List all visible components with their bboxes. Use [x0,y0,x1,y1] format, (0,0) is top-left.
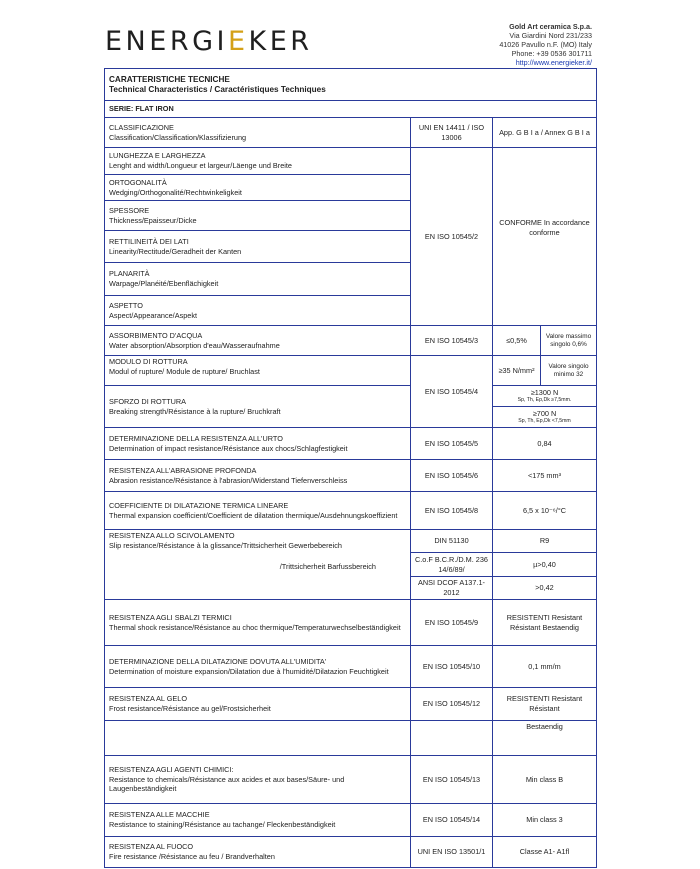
property-tr: Lenght and width/Longueur et largeur/Läenge und Breite [109,161,292,170]
norm-cell: EN ISO 10545/2 [411,148,493,326]
norm-cell: EN ISO 10545/12 [411,688,493,721]
norm-cell: UNI EN ISO 13501/1 [411,837,493,868]
property-tr: Water absorption/Absorption d'eau/Wasseraufnahme [109,340,280,350]
company-url[interactable]: http://www.energieker.it/ [515,58,592,67]
table-row [105,386,597,407]
property-it: RESISTENZA AL GELO [109,694,187,704]
value-cell: >0,42 [493,577,597,600]
property-cell [105,600,411,646]
company-address: Via Giardini Nord 231/233 [509,31,592,40]
company-phone: Phone: +39 0536 301711 [511,49,592,58]
property-it: DETERMINAZIONE DELLA DILATAZIONE DOVUTA ALL'UMIDITA' [109,656,327,666]
property-cell [105,356,411,386]
property-cell [105,386,411,428]
property-cell [105,646,411,688]
table-row [105,804,597,837]
table-row [105,721,597,756]
table-row [105,756,597,804]
norm-cell: C.o.F B.C.R./D.M. 236 14/6/89/ [411,553,493,577]
value-cell: Classe A1- A1fl [493,837,597,868]
property-tr: Classification/Classification/Klassifizierung [109,132,247,142]
property-cell [105,460,411,492]
value-extra-cell: Valore massimo singolo 0,6% [541,326,597,356]
norm-cell: EN ISO 10545/3 [411,326,493,356]
property-it: MODULO DI ROTTURA [109,357,188,366]
property-tr: Thermal shock resistance/Résistance au choc thermique/Temperaturwechselbeständigkeit [109,622,401,632]
property-cell [105,296,411,326]
property-tr: Determination of moisture expansion/Dilatation due à l'humidité/Dilatazion Feuchtigkeit [109,666,389,676]
company-info [499,22,592,67]
table-row [105,837,597,868]
property-tr: Modul of rupture/ Module de rupture/ Bruchlast [109,366,260,376]
property-it: SFORZO DI ROTTURA [109,396,187,406]
property-tr: Aspect/Appearance/Aspekt [109,310,198,320]
value-cell: R9 [493,530,597,553]
property-tr: Slip resistance/Résistance à la glissance/Trittsicherheit Gewerbebereich [109,540,342,550]
value-cell: Min class 3 [493,804,597,837]
series-row [105,101,597,118]
empty-cell [411,721,493,756]
property-cell [105,263,411,296]
series-label: SERIE: FLAT IRON [105,101,597,118]
value-note: Sp, Th, Ep,Dk <7,5mm [518,418,571,424]
title-multi: Technical Characteristics / Caractéristiques Techniques [109,84,326,94]
value-cell: 0,1 mm/m [493,646,597,688]
property-cell [105,201,411,231]
property-tr: Frost resistance/Résistance au gel/Frostsicherheit [109,704,271,713]
table-row [105,530,597,553]
property-cell [105,326,411,356]
property-it: PLANARITÀ [109,269,150,279]
value-cell: CONFORME In accordance conforme [493,148,597,326]
norm-cell: UNI EN 14411 / ISO 13006 [411,118,493,148]
table-row [105,492,597,530]
property-it: RESISTENZA AGLI AGENTI CHIMICI: [109,765,234,775]
property-it: RESISTENZA ALLO SCIVOLAMENTO [109,531,235,540]
brand-logo [105,26,313,57]
table-row [105,428,597,460]
property-cell [105,148,411,175]
logo-text: ENERGI [105,26,228,57]
norm-cell: EN ISO 10545/8 [411,492,493,530]
company-city: 41026 Pavullo n.F. (MO) Italy [499,40,592,49]
norm-cell: ANSI DCOF A137.1-2012 [411,577,493,600]
table-row [105,118,597,148]
property-tr: Warpage/Planéité/Ebenflächigkeit [109,279,219,288]
property-cell [105,756,411,804]
title-it: CARATTERISTICHE TECNICHE [109,74,230,84]
norm-cell: EN ISO 10545/9 [411,600,493,646]
value-extra-cell: Valore singolo minimo 32 [541,356,597,386]
value-cell [493,407,597,428]
table-title [105,69,597,101]
value-main: ≥1300 N [530,388,559,397]
value-cell: 6,5 x 10⁻⁶/°C [493,492,597,530]
property-tr: Breaking strength/Résistance à la rupture/ Bruchkraft [109,406,281,416]
norm-cell: EN ISO 10545/6 [411,460,493,492]
value-cell: 0,84 [493,428,597,460]
value-cell: App. G B I a / Annex G B I a [493,118,597,148]
property-tr-2: /Trittsicherheit Barfussbereich [279,562,376,572]
property-it: COEFFICIENTE DI DILATAZIONE TERMICA LINEARE [109,500,289,510]
property-it: CLASSIFICAZIONE [109,122,174,132]
company-name: Gold Art ceramica S.p.a. [509,22,592,31]
value-main: ≥700 N [532,409,557,418]
norm-cell: EN ISO 10545/4 [411,356,493,428]
property-tr: Thickness/Epaisseur/Dicke [109,215,197,225]
property-cell [105,175,411,201]
logo-accent: E [227,26,249,57]
property-cell [105,231,411,263]
property-it: RESISTENZA ALL'ABRASIONE PROFONDA [109,465,257,475]
norm-cell: EN ISO 10545/13 [411,756,493,804]
property-cell [105,837,411,868]
property-tr: Abrasion resistance/Résistance à l'abrasion/Widerstand Tiefenverschleiss [109,475,348,485]
norm-cell: EN ISO 10545/10 [411,646,493,688]
property-it: RESISTENZA AGLI SBALZI TERMICI [109,612,232,622]
property-it: SPESSORE [109,205,150,215]
property-cell [105,118,411,148]
property-tr: Linearity/Rectitude/Geradheit der Kanten [109,246,242,256]
property-tr: Fire resistance /Résistance au feu / Brandverhalten [109,852,275,861]
value-cell: RESISTENTI Resistant Résistant Bestaendig [493,600,597,646]
norm-cell: DIN 51130 [411,530,493,553]
property-it: RESISTENZA ALLE MACCHIE [109,810,210,820]
property-it: RESISTENZA AL FUOCO [109,842,194,852]
logo-text-end: KER [248,26,313,57]
value-cell: µ>0,40 [493,553,597,577]
table-row [105,600,597,646]
value-cell: ≤0,5% [493,326,541,356]
table-row [105,148,597,175]
property-it: RETTILINEITÀ DEI LATI [109,236,189,246]
value-cell: RESISTENTI Resistant Résistant [493,688,597,721]
value-cell: ≥35 N/mm² [493,356,541,386]
table-row [105,460,597,492]
value-cell: Bestaendig [493,721,597,756]
table-row [105,646,597,688]
table-row [105,356,597,386]
property-tr: Resistance to chemicals/Résistance aux acides et aux bases/Säure- und Laugenbeständigkeit [109,774,345,794]
value-cell [493,386,597,407]
property-it: DETERMINAZIONE DELLA RESISTENZA ALL'URTO [109,433,283,443]
table-row [105,326,597,356]
norm-cell: EN ISO 10545/14 [411,804,493,837]
property-it: ORTOGONALITÀ [109,177,167,187]
property-tr: Wedging/Orthogonalité/Rechtwinkeligkeit [109,187,242,197]
property-it: ASPETTO [109,300,143,310]
property-cell [105,688,411,721]
property-tr: Thermal expansion coefficient/Coefficient de dilatation thermique/Ausdehnungskoeffizient [109,510,398,520]
property-cell [105,804,411,837]
property-tr: Restistance to staining/Résistance au tachange/ Fleckenbeständigkeit [109,820,336,829]
property-it: ASSORBIMENTO D'ACQUA [109,330,203,340]
property-tr: Determination of impact resistance/Résistance aux chocs/Schlagfestigkeit [109,443,348,453]
property-cell [105,530,411,600]
norm-cell: EN ISO 10545/5 [411,428,493,460]
property-cell [105,492,411,530]
empty-cell [105,721,411,756]
spec-table [104,68,597,868]
table-header-row [105,69,597,101]
table-row [105,688,597,721]
value-note: Sp, Th, Ep,Dk ≥7,5mm. [517,397,572,403]
value-cell: Min class B [493,756,597,804]
property-cell [105,428,411,460]
value-cell: <175 mm³ [493,460,597,492]
property-it: LUNGHEZZA E LARGHEZZA [109,151,206,161]
